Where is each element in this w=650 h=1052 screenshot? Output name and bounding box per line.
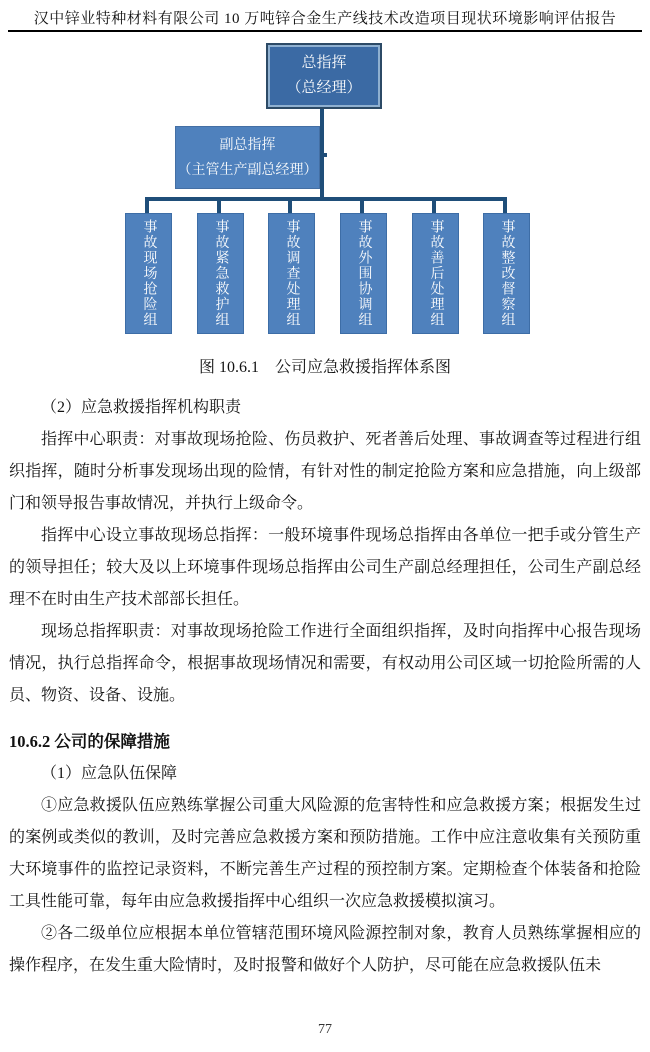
body-text <box>9 392 641 982</box>
connector-horizontal-bar <box>145 197 507 201</box>
paragraph: 指挥中心职责：对事故现场抢险、伤员救护、死者善后处理、事故调查等过程进行组织指挥，随时分析事发现场出现的险情，有针对性的制定抢险方案和应急措施，向上级部门和领导报告事故情况，并执行上级命令。 <box>9 431 641 512</box>
figure-caption: 图 10.6.1 公司应急救援指挥体系图 <box>198 359 451 376</box>
connector-group-stub <box>145 199 149 213</box>
org-chart <box>0 0 650 350</box>
header-title: 汉中锌业特种材料有限公司 10 万吨锌合金生产线技术改造项目现状环境影响评估报告 <box>33 11 617 27</box>
group-box-label: 事故外围协调组 <box>356 219 372 328</box>
group-box-label: 事故整改督察组 <box>499 219 515 328</box>
group-box-label: 事故善后处理组 <box>428 219 444 328</box>
section-heading: 10.6.2 公司的保障措施 <box>9 732 170 751</box>
paragraph: 指挥中心设立事故现场总指挥：一般环境事件现场总指挥由各单位一把手或分管生产的领导担任；较大及以上环境事件现场总指挥由公司生产副总经理担任，公司生产副总经理不在时由生产技术部部长担任。 <box>9 527 641 608</box>
group-box-label: 事故现场抢险组 <box>141 219 157 328</box>
connector-group-stub <box>360 199 364 213</box>
org-chart-group-box <box>483 213 530 334</box>
paragraph: 现场总指挥职责：对事故现场抢险工作进行全面组织指挥，及时向指挥中心报告现场情况，执行总指挥命令，根据事故现场情况和需要，有权动用公司区域一切抢险所需的人员、物资、设备、设施。 <box>9 623 641 704</box>
top-box-line2: （总经理） <box>286 80 362 96</box>
connector-group-stub <box>288 199 292 213</box>
connector-group-stub <box>217 199 221 213</box>
paragraph: ①应急救援队伍应熟练掌握公司重大风险源的危害特性和应急救援方案；根据发生过的案例或类似的教训，及时完善应急救援方案和预防措施。工作中应注意收集有关预防重大环境事件的监控记录资料，不断完善生产过程的预控制方案。定期检查个体装备和抢险工具性能可靠，每年由应急救援指挥中心组织一次应急救援模拟演习。 <box>9 797 641 910</box>
org-chart-group-box <box>197 213 244 334</box>
top-box-line1: 总指挥 <box>301 55 347 71</box>
paragraph: ②各二级单位应根据本单位管辖范围环境风险源控制对象，教育人员熟练掌握相应的操作程序，在发生重大险情时，及时报警和做好个人防护，尽可能在应急救援队伍未 <box>9 925 641 974</box>
group-box-label: 事故调查处理组 <box>284 219 300 328</box>
org-chart-group-box <box>125 213 172 334</box>
org-chart-deputy-box <box>175 126 320 189</box>
deputy-box-line1: 副总指挥 <box>219 137 276 153</box>
connector-group-stub <box>503 199 507 213</box>
connector-group-stub <box>432 199 436 213</box>
group-box-label: 事故紧急救护组 <box>213 219 229 328</box>
sub-heading: （1）应急队伍保障 <box>41 765 178 782</box>
deputy-box-line2: （主管生产副总经理） <box>177 162 318 178</box>
org-chart-group-box <box>268 213 315 334</box>
org-chart-group-box <box>412 213 459 334</box>
page-number: 77 <box>318 1022 332 1037</box>
org-chart-group-box <box>340 213 387 334</box>
sub-heading: （2）应急救援指挥机构职责 <box>41 399 242 416</box>
org-chart-top-box <box>266 43 382 109</box>
